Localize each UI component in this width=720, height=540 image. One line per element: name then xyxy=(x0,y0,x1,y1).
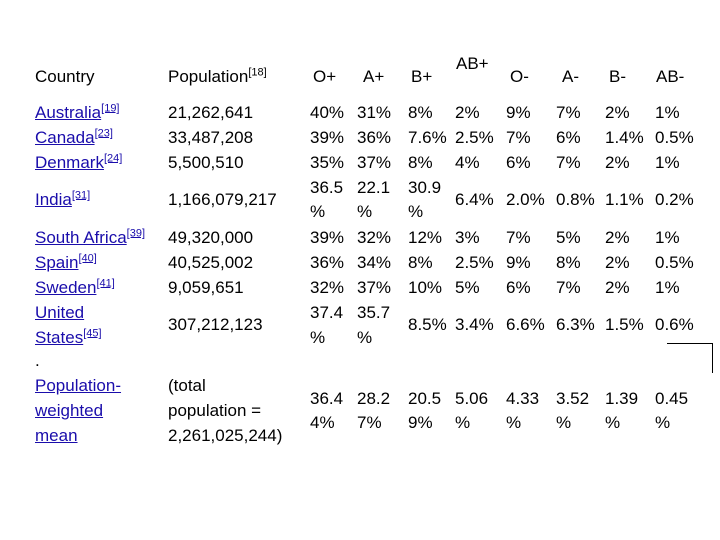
weighted-a-neg-line2: % xyxy=(556,413,572,432)
ab-pos-cell: 2.5% xyxy=(455,128,494,147)
country-link[interactable]: India xyxy=(35,190,72,209)
o-pos-cell-line1: 36.5 xyxy=(310,178,344,197)
a-neg-cell: 0.8% xyxy=(556,190,595,209)
b-neg-cell: 2% xyxy=(605,153,630,172)
b-pos-cell: 8% xyxy=(408,103,433,122)
row-country-united-states-line1[interactable] xyxy=(35,300,84,325)
o-pos-cell: 32% xyxy=(310,278,345,297)
o-pos-cell: 39% xyxy=(310,128,345,147)
a-neg-cell: 6.3% xyxy=(556,315,595,334)
a-neg-cell: 8% xyxy=(556,253,581,272)
table-border-line xyxy=(712,343,713,373)
population-cell: 307,212,123 xyxy=(168,315,263,334)
header-o-pos: O+ xyxy=(313,67,337,86)
a-pos-cell-line1: 35.7 xyxy=(357,303,391,322)
row-country-south-africa[interactable] xyxy=(35,225,145,250)
weighted-ab-neg-line2: % xyxy=(655,413,671,432)
citation-ref[interactable]: [41] xyxy=(96,277,115,290)
row-country-sweden[interactable] xyxy=(35,275,115,300)
a-pos-cell: 34% xyxy=(357,253,392,272)
country-link[interactable]: Spain xyxy=(35,253,79,272)
b-neg-cell: 2% xyxy=(605,253,630,272)
weighted-o-neg-line1: 4.33 xyxy=(506,389,540,408)
country-link[interactable]: Canada xyxy=(35,128,95,147)
a-neg-cell: 7% xyxy=(556,153,581,172)
a-pos-cell-line1: 22.1 xyxy=(357,178,391,197)
population-cell: 1,166,079,217 xyxy=(168,190,277,209)
a-pos-cell-line2: % xyxy=(357,328,373,347)
b-pos-cell: 8.5% xyxy=(408,315,447,334)
weighted-link[interactable]: mean xyxy=(35,426,78,445)
ab-neg-cell: 0.5% xyxy=(655,128,694,147)
stray-dot: . xyxy=(35,351,40,370)
b-neg-cell: 2% xyxy=(605,278,630,297)
header-b-pos: B+ xyxy=(411,67,433,86)
row-country-spain[interactable] xyxy=(35,250,97,275)
citation-ref[interactable]: [39] xyxy=(126,227,146,240)
ab-pos-cell: 4% xyxy=(455,153,480,172)
o-neg-cell: 7% xyxy=(506,128,531,147)
ab-neg-cell: 1% xyxy=(655,153,680,172)
citation-ref[interactable]: [24] xyxy=(103,152,123,165)
weighted-label-line3[interactable] xyxy=(35,423,78,448)
weighted-o-pos-line2: 4% xyxy=(310,413,335,432)
weighted-a-pos-line2: 7% xyxy=(357,413,382,432)
ab-pos-cell: 6.4% xyxy=(455,190,494,209)
a-pos-cell-line2: % xyxy=(357,202,373,221)
b-neg-cell: 2% xyxy=(605,228,630,247)
citation-ref[interactable]: [23] xyxy=(94,127,113,140)
weighted-link[interactable]: weighted xyxy=(35,401,104,420)
weighted-b-neg-line2: % xyxy=(605,413,621,432)
o-neg-cell: 7% xyxy=(506,228,531,247)
o-pos-cell-line1: 37.4 xyxy=(310,303,344,322)
weighted-pop-line2: population = xyxy=(168,401,262,420)
ab-pos-cell: 2% xyxy=(455,103,480,122)
o-pos-cell-line2: % xyxy=(310,202,326,221)
ab-neg-cell: 0.5% xyxy=(655,253,694,272)
weighted-ab-neg-line1: 0.45 xyxy=(655,389,689,408)
weighted-label-line2[interactable] xyxy=(35,398,103,423)
weighted-ab-pos-line1: 5.06 xyxy=(455,389,489,408)
ab-neg-cell: 1% xyxy=(655,103,680,122)
country-link[interactable]: Denmark xyxy=(35,153,104,172)
a-pos-cell: 32% xyxy=(357,228,392,247)
o-pos-cell-line2: % xyxy=(310,328,326,347)
header-country: Country xyxy=(35,67,95,86)
row-country-canada[interactable] xyxy=(35,125,113,150)
country-link[interactable]: Sweden xyxy=(35,278,97,297)
b-pos-cell-line2: % xyxy=(408,202,424,221)
b-pos-cell: 8% xyxy=(408,153,433,172)
weighted-ab-pos-line2: % xyxy=(455,413,471,432)
population-cell: 33,487,208 xyxy=(168,128,254,147)
weighted-b-neg-line1: 1.39 xyxy=(605,389,639,408)
o-neg-cell: 9% xyxy=(506,103,531,122)
o-neg-cell: 6.6% xyxy=(506,315,545,334)
weighted-a-neg-line1: 3.52 xyxy=(556,389,590,408)
a-pos-cell: 37% xyxy=(357,278,392,297)
weighted-pop-line3: 2,261,025,244) xyxy=(168,426,283,445)
weighted-pop-line1: (total xyxy=(168,376,206,395)
a-neg-cell: 7% xyxy=(556,278,581,297)
b-pos-cell: 7.6% xyxy=(408,128,447,147)
population-cell: 21,262,641 xyxy=(168,103,254,122)
ab-neg-cell: 0.6% xyxy=(655,315,694,334)
a-pos-cell: 31% xyxy=(357,103,392,122)
weighted-o-pos-line1: 36.4 xyxy=(310,389,344,408)
o-neg-cell: 6% xyxy=(506,278,531,297)
country-link[interactable]: States xyxy=(35,328,84,347)
weighted-link[interactable]: Population- xyxy=(35,376,122,395)
o-pos-cell: 36% xyxy=(310,253,345,272)
header-o-neg: O- xyxy=(510,67,529,86)
o-pos-cell: 40% xyxy=(310,103,345,122)
header-b-neg: B- xyxy=(609,67,626,86)
header-a-pos: A+ xyxy=(363,67,385,86)
b-neg-cell: 2% xyxy=(605,103,630,122)
citation-ref[interactable]: [19] xyxy=(101,102,120,115)
row-country-india[interactable] xyxy=(35,187,90,212)
o-pos-cell: 39% xyxy=(310,228,345,247)
header-a-neg: A- xyxy=(562,67,579,86)
a-pos-cell: 37% xyxy=(357,153,392,172)
o-neg-cell: 6% xyxy=(506,153,531,172)
b-neg-cell: 1.4% xyxy=(605,128,644,147)
citation-ref[interactable]: [40] xyxy=(78,252,97,265)
population-cell: 9,059,651 xyxy=(168,278,244,297)
header-population-ref: [18] xyxy=(248,66,267,79)
row-country-australia[interactable] xyxy=(35,100,120,125)
weighted-b-pos-line1: 20.5 xyxy=(408,389,442,408)
citation-ref[interactable]: [45] xyxy=(83,327,102,340)
b-pos-cell: 12% xyxy=(408,228,443,247)
weighted-b-pos-line2: 9% xyxy=(408,413,433,432)
ab-neg-cell: 1% xyxy=(655,228,680,247)
row-country-denmark[interactable] xyxy=(35,150,122,175)
header-population xyxy=(168,64,267,89)
weighted-a-pos-line1: 28.2 xyxy=(357,389,391,408)
b-pos-cell: 10% xyxy=(408,278,443,297)
ab-pos-cell: 3.4% xyxy=(455,315,494,334)
header-population-label: Population xyxy=(168,67,249,86)
b-neg-cell: 1.5% xyxy=(605,315,644,334)
country-link[interactable]: South Africa xyxy=(35,228,127,247)
o-neg-cell: 2.0% xyxy=(506,190,545,209)
header-ab-pos: AB+ xyxy=(456,54,489,73)
table-border-line xyxy=(667,343,713,344)
ab-pos-cell: 3% xyxy=(455,228,480,247)
citation-ref[interactable]: [31] xyxy=(71,189,91,202)
weighted-o-neg-line2: % xyxy=(506,413,522,432)
o-pos-cell: 35% xyxy=(310,153,345,172)
population-cell: 49,320,000 xyxy=(168,228,254,247)
b-pos-cell-line1: 30.9 xyxy=(408,178,442,197)
header-ab-neg: AB- xyxy=(656,67,685,86)
weighted-label-line1[interactable] xyxy=(35,373,121,398)
ab-neg-cell: 1% xyxy=(655,278,680,297)
country-link[interactable]: United xyxy=(35,303,85,322)
a-neg-cell: 6% xyxy=(556,128,581,147)
a-pos-cell: 36% xyxy=(357,128,392,147)
b-pos-cell: 8% xyxy=(408,253,433,272)
a-neg-cell: 5% xyxy=(556,228,581,247)
country-link[interactable]: Australia xyxy=(35,103,102,122)
row-country-united-states-line2[interactable] xyxy=(35,325,102,350)
o-neg-cell: 9% xyxy=(506,253,531,272)
b-neg-cell: 1.1% xyxy=(605,190,644,209)
population-cell: 5,500,510 xyxy=(168,153,244,172)
a-neg-cell: 7% xyxy=(556,103,581,122)
population-cell: 40,525,002 xyxy=(168,253,254,272)
ab-pos-cell: 5% xyxy=(455,278,480,297)
ab-pos-cell: 2.5% xyxy=(455,253,494,272)
ab-neg-cell: 0.2% xyxy=(655,190,694,209)
